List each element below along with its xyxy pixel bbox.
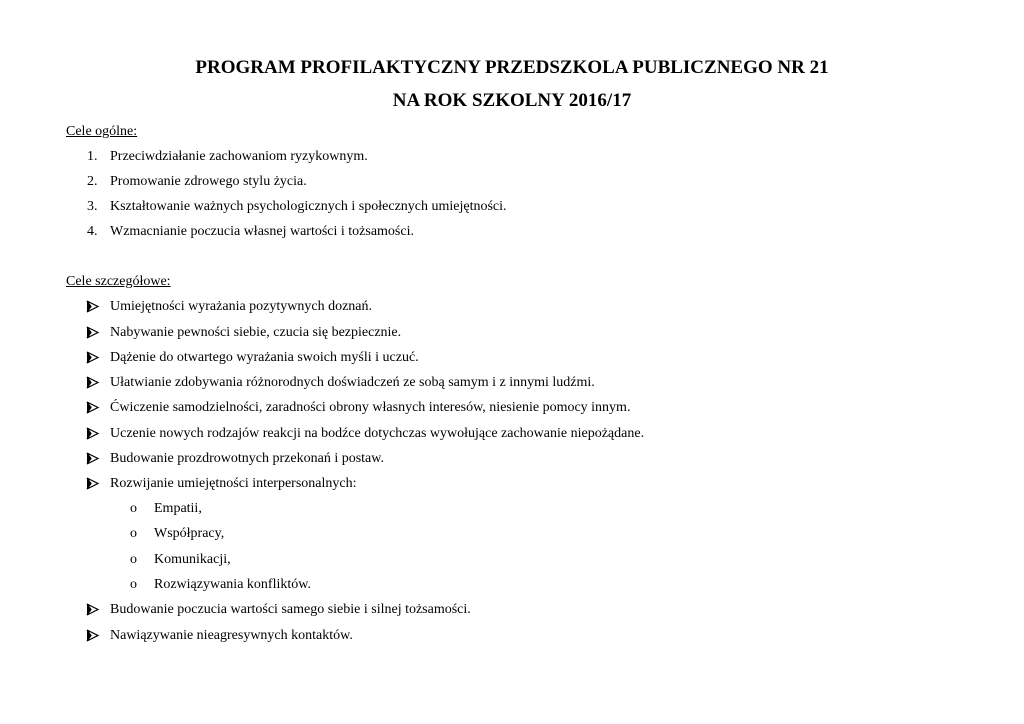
item-text: Wzmacnianie poczucia własnej wartości i tożsamości. (110, 224, 414, 239)
sub-item-text: Rozwiązywania konfliktów. (154, 577, 311, 592)
item-text: Nawiązywanie nieagresywnych kontaktów. (110, 628, 353, 643)
item-text: Promowanie zdrowego stylu życia. (110, 174, 307, 189)
general-goals-heading: Cele ogólne: (66, 124, 138, 139)
sub-item-text: Empatii, (154, 501, 202, 516)
arrow-bullet-icon (86, 399, 100, 416)
arrow-bullet-icon (86, 425, 100, 442)
document-title-line-1: PROGRAM PROFILAKTYCZNY PRZEDSZKOLA PUBLICZNEGO NR 21 (195, 57, 829, 78)
arrow-bullet-icon (86, 298, 100, 315)
sub-item-text: Współpracy, (154, 526, 225, 541)
item-number: 3. (87, 199, 98, 214)
item-number: 1. (87, 149, 98, 164)
sub-item-text: Komunikacji, (154, 552, 231, 567)
arrow-bullet-icon (86, 450, 100, 467)
item-number: 2. (87, 174, 98, 189)
item-text: Kształtowanie ważnych psychologicznych i społecznych umiejętności. (110, 199, 507, 214)
circle-bullet-icon: o (130, 526, 137, 541)
item-text: Rozwijanie umiejętności interpersonalnych: (110, 476, 357, 491)
item-text: Budowanie poczucia wartości samego siebie i silnej tożsamości. (110, 602, 471, 617)
item-text: Budowanie prozdrowotnych przekonań i postaw. (110, 451, 384, 466)
circle-bullet-icon: o (130, 577, 137, 592)
item-text: Umiejętności wyrażania pozytywnych doznań. (110, 299, 373, 314)
item-text: Przeciwdziałanie zachowaniom ryzykownym. (110, 149, 368, 164)
arrow-bullet-icon (86, 475, 100, 492)
item-text: Nabywanie pewności siebie, czucia się bezpiecznie. (110, 325, 402, 340)
arrow-bullet-icon (86, 601, 100, 618)
circle-bullet-icon: o (130, 501, 137, 516)
arrow-bullet-icon (86, 627, 100, 644)
item-text: Ułatwianie zdobywania różnorodnych doświadczeń ze sobą samym i z innymi ludźmi. (110, 375, 595, 390)
item-text: Dążenie do otwartego wyrażania swoich myśli i uczuć. (110, 350, 419, 365)
arrow-bullet-icon (86, 374, 100, 391)
detailed-goals-heading: Cele szczegółowe: (66, 274, 171, 289)
document-title-line-2: NA ROK SZKOLNY 2016/17 (392, 90, 632, 111)
item-text: Ćwiczenie samodzielności, zaradności obrony własnych interesów, niesienie pomocy innym. (110, 400, 631, 415)
circle-bullet-icon: o (130, 552, 137, 567)
arrow-bullet-icon (86, 349, 100, 366)
item-number: 4. (87, 224, 98, 239)
item-text: Uczenie nowych rodzajów reakcji na bodźce dotychczas wywołujące zachowanie niepożądane. (110, 426, 645, 441)
arrow-bullet-icon (86, 324, 100, 341)
